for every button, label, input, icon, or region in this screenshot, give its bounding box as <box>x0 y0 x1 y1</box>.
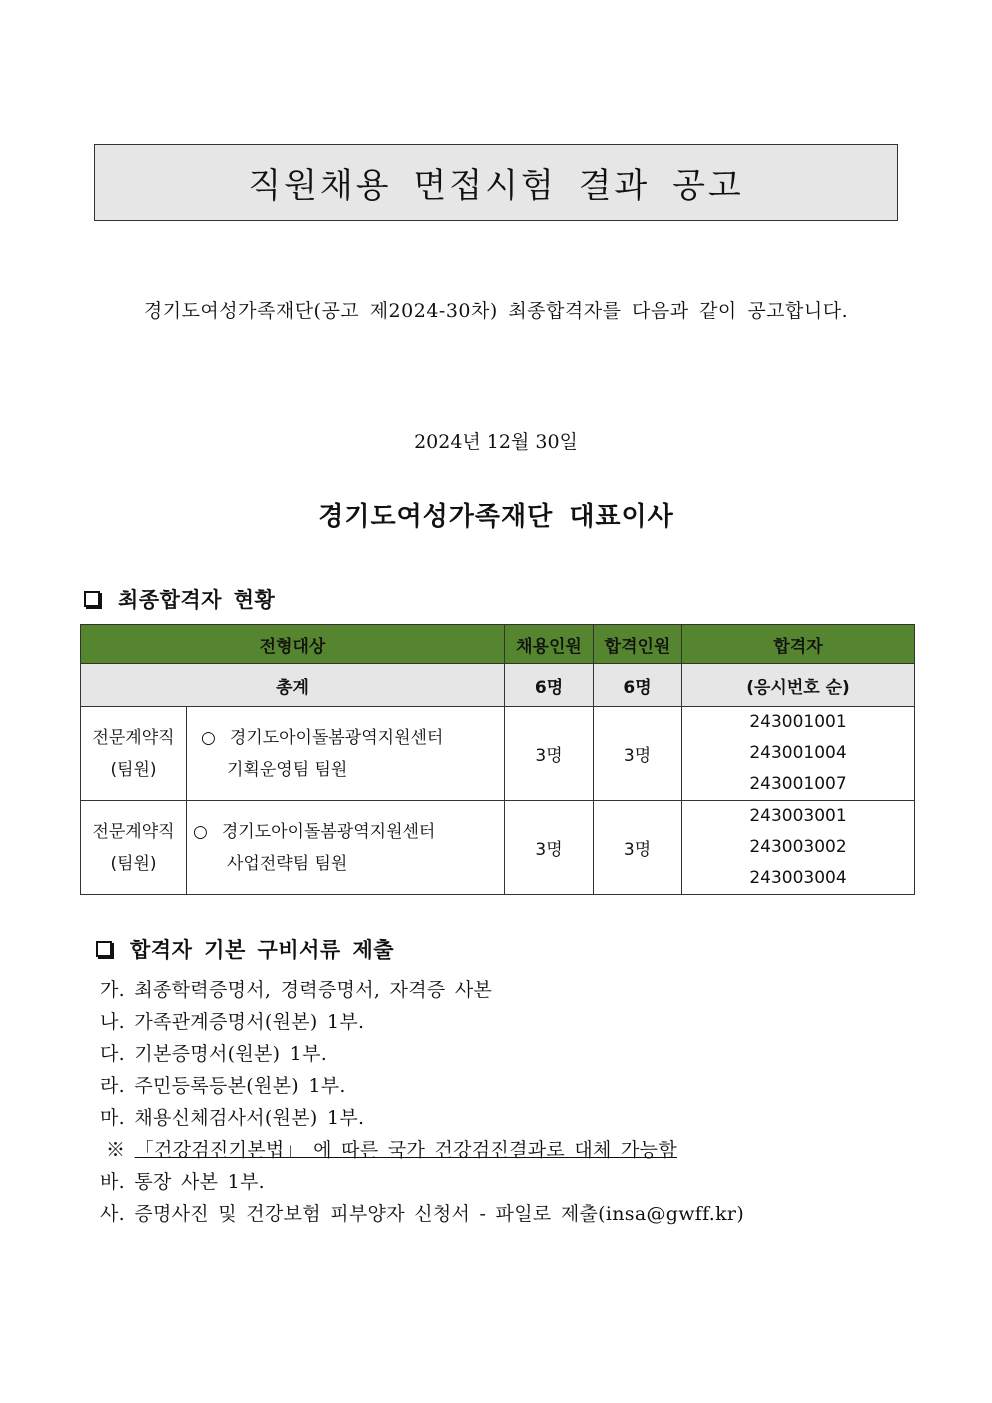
intro-text: 경기도여성가족재단(공고 제2024-30차) 최종합격자를 다음과 같이 공고합니다. <box>143 300 849 322</box>
header-target: 전형대상 <box>81 625 505 664</box>
header-hire-count: 채용인원 <box>505 625 594 664</box>
row-target <box>187 707 505 801</box>
documents-list <box>100 974 744 1230</box>
passer-id: 243003004 <box>749 868 847 888</box>
target-line-1: 경기도아이돌봄광역지원센터 <box>229 727 444 748</box>
table-row <box>81 801 915 895</box>
category-line-2: (팀원) <box>110 853 157 874</box>
list-item: 바. 통장 사본 1부. <box>100 1171 266 1193</box>
target-line-1: 경기도아이돌봄광역지원센터 <box>221 821 436 842</box>
total-pass: 6명 <box>594 664 682 707</box>
row-category <box>81 801 187 895</box>
row-pass: 3명 <box>594 707 682 801</box>
passer-id: 243001007 <box>749 774 847 794</box>
list-item: 마. 채용신체검사서(원본) 1부. <box>100 1107 365 1129</box>
passer-id: 243001004 <box>749 743 847 763</box>
checkbox-bullet-icon <box>84 591 100 607</box>
row-target <box>187 801 505 895</box>
circle-bullet-icon: ○ <box>193 821 208 842</box>
table-total-row <box>81 664 915 707</box>
checkbox-bullet-icon <box>96 941 112 957</box>
row-passer-ids <box>682 707 915 801</box>
list-item: 다. 기본증명서(원본) 1부. <box>100 1043 328 1065</box>
total-note: (응시번호 순) <box>682 664 915 707</box>
list-item: 나. 가족관계증명서(원본) 1부. <box>100 1011 365 1033</box>
list-item: 가. 최종학력증명서, 경력증명서, 자격증 사본 <box>100 979 493 1001</box>
circle-bullet-icon: ○ <box>201 727 216 748</box>
header-passers: 합격자 <box>682 625 915 664</box>
section-heading-label: 합격자 기본 구비서류 제출 <box>130 937 395 962</box>
passers-table <box>80 624 915 895</box>
table-header-row <box>81 625 915 664</box>
total-label: 총계 <box>81 664 505 707</box>
health-check-note <box>100 1134 744 1166</box>
announcement-date: 2024년 12월 30일 <box>414 431 578 453</box>
category-line-2: (팀원) <box>110 759 157 780</box>
section-heading-final-passers <box>84 584 275 614</box>
row-hire: 3명 <box>505 707 594 801</box>
row-passer-ids <box>682 801 915 895</box>
row-hire: 3명 <box>505 801 594 895</box>
table-row <box>81 707 915 801</box>
list-item: 라. 주민등록등본(원본) 1부. <box>100 1075 346 1097</box>
passer-id: 243003002 <box>749 837 847 857</box>
row-pass: 3명 <box>594 801 682 895</box>
target-line-2: 기획운영팀 팀원 <box>227 759 348 780</box>
total-hire: 6명 <box>505 664 594 707</box>
reference-mark-icon: ※ <box>106 1139 126 1161</box>
passer-id: 243001001 <box>749 712 847 732</box>
target-line-2: 사업전략팀 팀원 <box>227 853 348 874</box>
passer-id: 243003001 <box>749 806 847 826</box>
note-text: 「건강검진기본법」 에 따른 국가 건강검진결과로 대체 가능함 <box>134 1139 677 1161</box>
list-item: 사. 증명사진 및 건강보험 피부양자 신청서 - 파일로 제출(insa@gwff.kr) <box>100 1203 745 1225</box>
category-line-1: 전문계약직 <box>92 821 175 842</box>
section-heading-documents <box>96 934 394 964</box>
row-category <box>81 707 187 801</box>
header-pass-count: 합격인원 <box>594 625 682 664</box>
organization-signature: 경기도여성가족재단 대표이사 <box>318 502 674 532</box>
section-heading-label: 최종합격자 현황 <box>118 587 276 612</box>
category-line-1: 전문계약직 <box>92 727 175 748</box>
page-title: 직원채용 면접시험 결과 공고 <box>94 144 898 221</box>
